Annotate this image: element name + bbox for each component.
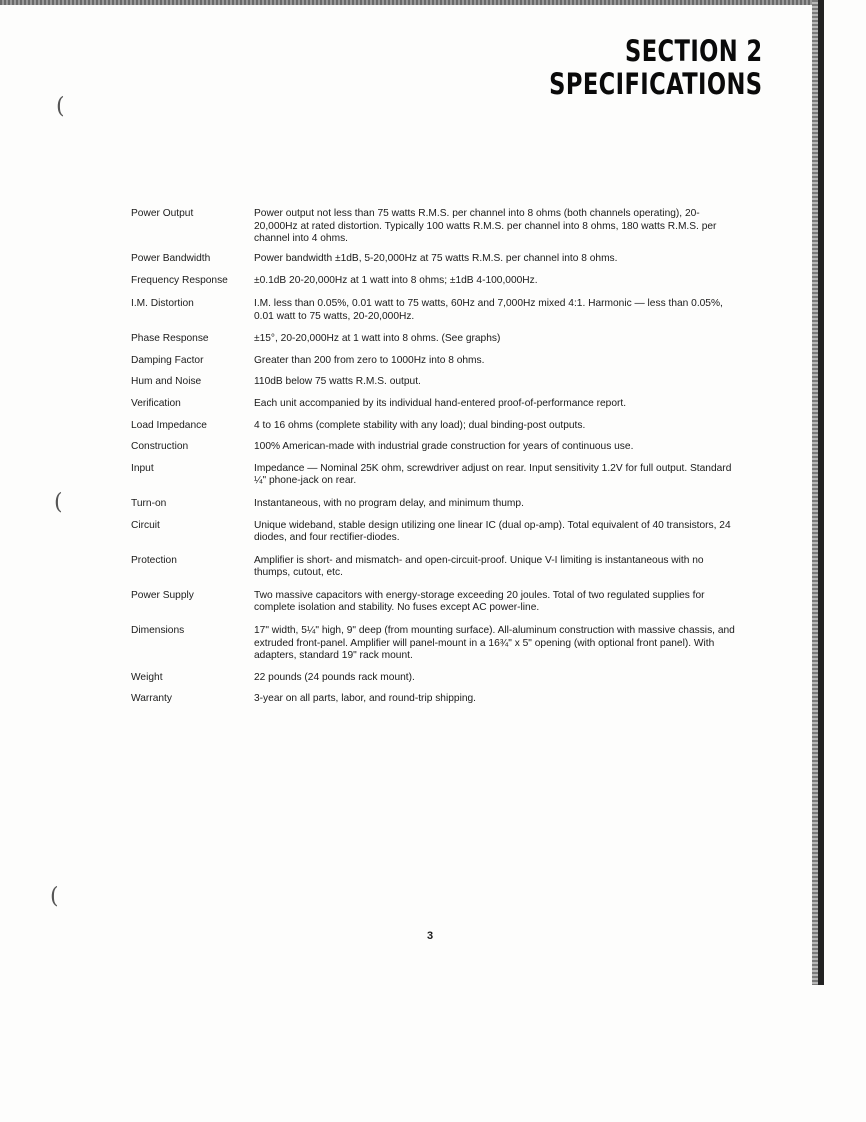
- spec-label: I.M. Distortion: [131, 297, 194, 309]
- spec-label: Input: [131, 462, 154, 474]
- page-number: 3: [426, 930, 434, 942]
- spec-row-im-distortion: [131, 298, 739, 323]
- spec-value: I.M. less than 0.05%, 0.01 watt to 75 watts, 60Hz and 7,000Hz mixed 4:1. Harmonic — less than 0.05%, 0.01 watt to 75 watts, 20-20,000Hz.: [254, 297, 723, 322]
- spec-value: 100% American-made with industrial grade construction for years of continuous use.: [254, 441, 634, 453]
- spec-value: Greater than 200 from zero to 1000Hz into 8 ohms.: [254, 354, 485, 366]
- spec-row-dimensions: [131, 625, 739, 663]
- spec-value: 17" width, 5¼" high, 9" deep (from mounting surface). All-aluminum construction with massive chassis, and extruded front-panel. Amplifier will panel-mount in a 16¾" x 5" opening (with optional front panel). With adapters, standard 19" rack mount.: [254, 625, 735, 662]
- spec-row-hum-and-noise: [131, 376, 739, 389]
- spec-value: Each unit accompanied by its individual hand-entered proof-of-performance report.: [254, 397, 627, 409]
- spec-row-frequency-response: [131, 275, 739, 288]
- binder-hole-mark: (: [50, 884, 59, 909]
- spec-label: Power Bandwidth: [131, 252, 211, 264]
- spec-row-protection: [131, 555, 739, 580]
- spec-value: ±0.1dB 20-20,000Hz at 1 watt into 8 ohms; ±1dB 4-100,000Hz.: [254, 275, 538, 287]
- section-header: [549, 35, 762, 101]
- spec-label: Phase Response: [131, 333, 209, 345]
- spec-value: Power bandwidth ±1dB, 5-20,000Hz at 75 watts R.M.S. per channel into 8 ohms.: [254, 252, 618, 264]
- spec-row-input: [131, 463, 739, 488]
- spec-label: Dimensions: [131, 625, 185, 637]
- spec-label: Protection: [131, 554, 177, 566]
- spec-value: Power output not less than 75 watts R.M.S. per channel into 8 ohms (both channels operating), 20-20,000Hz at rated distortion. Typically 100 watts R.M.S. per channel into 8 ohms, 180 watts R.M.S. per channel into 4 ohms.: [254, 208, 717, 245]
- spec-label: Hum and Noise: [131, 376, 202, 388]
- spec-label: Power Output: [131, 208, 194, 219]
- spec-row-weight: [131, 672, 739, 685]
- spec-label: Damping Factor: [131, 354, 204, 366]
- spec-value: 4 to 16 ohms (complete stability with any load); dual binding-post outputs.: [254, 419, 586, 431]
- section-title: SPECIFICATIONS: [548, 67, 762, 101]
- spec-label: Power Supply: [131, 589, 194, 601]
- spec-value: Instantaneous, with no program delay, and minimum thump.: [254, 497, 524, 509]
- spec-row-turn-on: [131, 498, 739, 511]
- spec-label: Weight: [131, 671, 163, 683]
- binder-hole-mark: (: [56, 94, 65, 119]
- spec-value: 3-year on all parts, labor, and round-trip shipping.: [254, 693, 476, 705]
- spec-row-damping-factor: [131, 355, 739, 368]
- spec-value: 110dB below 75 watts R.M.S. output.: [254, 376, 421, 388]
- spec-label: Frequency Response: [131, 275, 228, 287]
- spec-value: Impedance — Nominal 25K ohm, screwdriver adjust on rear. Input sensitivity 1.2V for full output. Standard ¼" phone-jack on rear.: [254, 462, 732, 487]
- spec-label: Turn-on: [131, 497, 167, 509]
- scan-right-edge-shadow: [818, 0, 824, 985]
- spec-value: Amplifier is short- and mismatch- and open-circuit-proof. Unique V-I limiting is instantaneous with no thumps, cutout, etc.: [254, 554, 704, 579]
- section-number: SECTION 2: [624, 34, 762, 68]
- spec-row-power-output: [131, 208, 739, 246]
- spec-label: Verification: [131, 397, 181, 409]
- spec-value: Two massive capacitors with energy-storage exceeding 20 joules. Total of two regulated supplies for complete isolation and stability. No fuses except AC power-line.: [254, 589, 705, 614]
- spec-row-circuit: [131, 520, 739, 545]
- spec-label: Load Impedance: [131, 419, 207, 431]
- spec-value: ±15°, 20-20,000Hz at 1 watt into 8 ohms. (See graphs): [254, 333, 501, 345]
- binder-hole-mark: (: [54, 490, 63, 515]
- spec-row-load-impedance: [131, 420, 739, 433]
- spec-label: Warranty: [131, 693, 172, 705]
- spec-value: 22 pounds (24 pounds rack mount).: [254, 671, 415, 683]
- spec-row-power-supply: [131, 590, 739, 615]
- spec-label: Construction: [131, 441, 189, 453]
- spec-label: Circuit: [131, 519, 160, 531]
- specifications-list: [131, 208, 739, 706]
- spec-row-warranty: [131, 693, 739, 706]
- scan-top-edge: [0, 0, 822, 5]
- spec-row-power-bandwidth: [131, 253, 739, 266]
- spec-value: Unique wideband, stable design utilizing one linear IC (dual op-amp). Total equivalent of 40 transistors, 24 diodes, and four rectifier-diodes.: [254, 519, 731, 544]
- spec-row-construction: [131, 441, 739, 454]
- spec-row-verification: [131, 398, 739, 411]
- spec-row-phase-response: [131, 333, 739, 346]
